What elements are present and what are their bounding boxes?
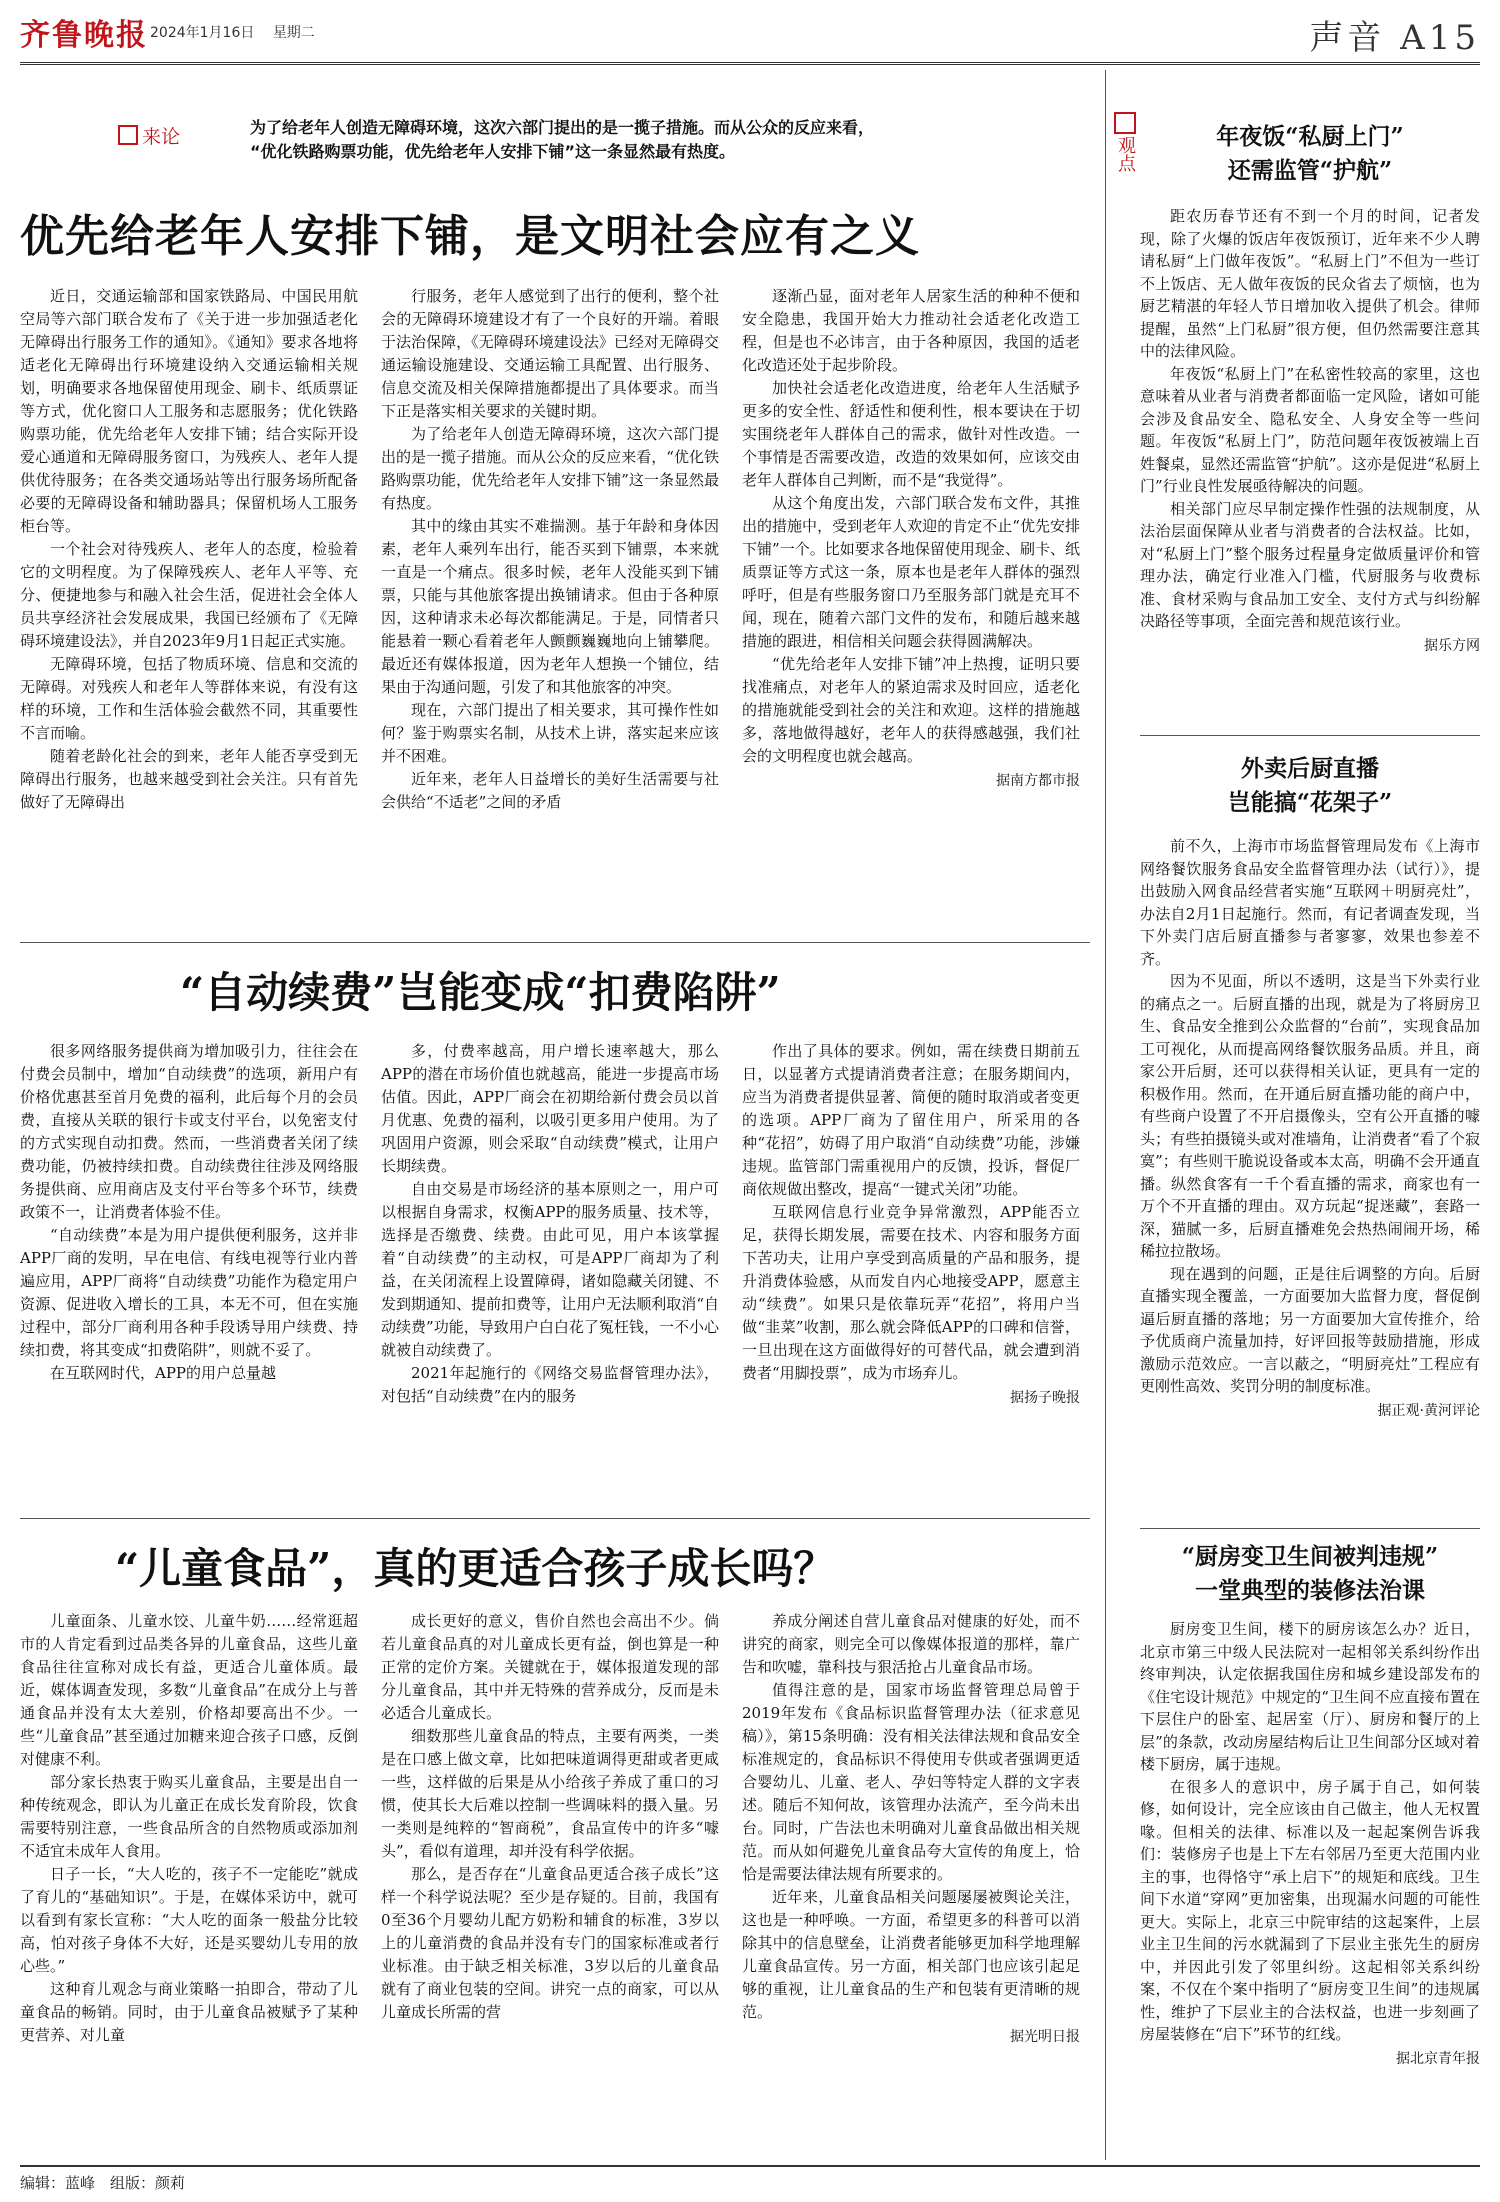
lead-article-title: 优先给老年人安排下铺，是文明社会应有之义 xyxy=(20,211,920,262)
sidebar-article-body xyxy=(1140,835,1480,1520)
paragraph: “优先给老年人安排下铺”冲上热搜，证明只要找准痛点，对老年人的紧迫需求及时回应，适老化的措施就能受到社会的关注和欢迎。这样的措施越多，落地做得越好，老年人的获得感越强，我们社会的文明程度也就会越高。 xyxy=(742,655,1080,765)
date: 2024年1月16日 xyxy=(150,25,255,41)
section-label xyxy=(1309,10,1480,59)
lead-intro xyxy=(250,116,1070,164)
article-column xyxy=(381,1610,719,2155)
sidebar-article-body xyxy=(1140,205,1480,725)
paragraph: 行服务，老年人感觉到了出行的便利，整个社会的无障碍环境建设才有了一个良好的开端。着眼于法治保障，《无障碍环境建设法》已经对无障碍交通运输设施建设、交通运输工具配置、出行服务、信息交流及相关保障措施都提出了具体要求。而当下正是落实相关要求的关键时期。 xyxy=(381,287,719,420)
article3-title: “儿童食品”，真的更适合孩子成长吗？ xyxy=(115,1544,836,1593)
article2-title: “自动续费”岂能变成“扣费陷阱” xyxy=(180,968,781,1017)
paragraph: 近日，交通运输部和国家铁路局、中国民用航空局等六部门联合发布了《关于进一步加强适老化无障碍出行服务工作的通知》。《通知》要求各地将适老化无障碍出行环境建设纳入交通运输相关规划，明确要求各地保留使用现金、刷卡、纸质票证等方式，优化窗口人工服务和志愿服务；优化铁路购票功能，优先给老年人安排下铺；结合实际开设爱心通道和无障碍服务窗口，为残疾人、老年人提供优待服务；在各类交通场站等出行服务场所配备必要的无障碍设备和辅助器具；保留机场人工服务柜台等。 xyxy=(20,287,358,535)
lead-intro-line: 为了给老年人创造无障碍环境，这次六部门提出的是一揽子措施。而从公众的反应来看， xyxy=(250,118,875,137)
paragraph: 厨房变卫生间，楼下的厨房该怎么办？近日，北京市第三中级人民法院对一起相邻关系纠纷作出终审判决，认定依据我国住房和城乡建设部发布的《住宅设计规范》中规定的“卫生间不应直接布置在下层住户的卧室、起居室（厅）、厨房和餐厅的上层”的条款，改动房屋结构后让卫生间部分区域对着楼下厨房，属于违规。 xyxy=(1140,1620,1480,1773)
header-rule xyxy=(20,62,1480,65)
paragraph: 互联网信息行业竞争异常激烈，APP能否立足，获得长期发展，需要在技术、内容和服务方面下苦功夫，让用户享受到高质量的产品和服务，提升消费体验感，从而发自内心地接受APP，愿意主动“续费”。如果只是依靠玩弄“花招”，将用户当做“韭菜”收割，那么就会降低APP的口碑和信誉，一旦出现在这方面做得好的可替代品，就会遭到消费者“用脚投票”，成为市场弃儿。 xyxy=(742,1203,1080,1382)
sidebar-divider xyxy=(1140,735,1480,736)
paragraph: 距农历春节还有不到一个月的时间，记者发现，除了火爆的饭店年夜饭预订，近年来不少人聘请私厨“上门做年夜饭”。“私厨上门”不但为一些订不上饭店、无人做年夜饭的民众省去了烦恼，也为厨艺精湛的年轻人节日增加收入提供了机会。律师提醒，虽然“上门私厨”很方便，但仍然需要注意其中的法律风险。 xyxy=(1140,207,1480,360)
paragraph: 其中的缘由其实不难揣测。基于年龄和身体因素，老年人乘列车出行，能否买到下铺票，本来就一直是一个痛点。很多时候，老年人没能买到下铺票，只能与其他旅客提出换铺请求。但由于各种原因，这种请求未必每次都能满足。于是，同情者只能悬着一颗心看着老年人颤颤巍巍地向上铺攀爬。最近还有媒体报道，因为老年人想换一个铺位，结果由于沟通问题，引发了和其他旅客的冲突。 xyxy=(381,517,719,696)
paragraph: 近年来，儿童食品相关问题屡屡被舆论关注，这也是一种呼唤。一方面，希望更多的科普可以消除其中的信息壁垒，让消费者能够更加科学地理解儿童食品宣传。另一方面，相关部门也应该引起足够的重视，让儿童食品的生产和包装有更清晰的规范。 xyxy=(742,1888,1080,2021)
paragraph: “自动续费”本是为用户提供便利服务，这并非APP厂商的发明，早在电信、有线电视等行业内普遍应用，APP厂商将“自动续费”功能作为稳定用户资源、促进收入增长的工具，本无不可，但在实施过程中，部分厂商利用各种手段诱导用户续费、持续扣费，将其变成“扣费陷阱”，则就不妥了。 xyxy=(20,1226,358,1359)
paragraph: 部分家长热衷于购买儿童食品，主要是出自一种传统观念，即认为儿童正在成长发育阶段，饮食需要特别注意，一些食品所含的自然物质或添加剂不适宜未成年人食用。 xyxy=(20,1773,358,1860)
article-column xyxy=(381,1040,719,1555)
sidebar-article-title xyxy=(1140,752,1480,820)
paragraph: 从这个角度出发，六部门联合发布文件，其推出的措施中，受到老年人欢迎的肯定不止“优先安排下铺”一个。比如要求各地保留使用现金、刷卡、纸质票证等方式这一条，原本也是老年人群体的强烈呼吁，但是有些服务窗口乃至服务部门就是充耳不闻，现在，随着六部门文件的发布，和随后越来越措施的跟进，相信相关问题会获得圆满解决。 xyxy=(742,494,1080,650)
issue-date xyxy=(150,22,315,42)
article-source: 据光明日报 xyxy=(1010,2029,1080,2045)
sidebar-tag xyxy=(1112,112,1138,178)
article-column xyxy=(742,1610,1080,2155)
paragraph: 成长更好的意义，售价自然也会高出不少。倘若儿童食品真的对儿童成长更有益，倒也算是一种正常的定价方案。关键就在于，媒体报道发现的部分儿童食品，其中并无特殊的营养成分，反而是未必适合儿童成长。 xyxy=(381,1612,719,1722)
title-line: 外卖后厨直播 xyxy=(1241,755,1379,782)
paragraph: 在互联网时代，APP的用户总量越 xyxy=(50,1364,277,1382)
paragraph: 值得注意的是，国家市场监督管理总局曾于2019年发布《食品标识监督管理办法（征求意见稿）》，第15条明确：没有相关法律法规和食品安全标准规定的，食品标识不得使用专供或者强调更适合婴幼儿、儿童、老人、孕妇等特定人群的文字表述。随后不知何故，该管理办法流产，至今尚未出台。同时，广告法也未明确对儿童食品做出相关规范。而从如何避免儿童食品夸大宣传的角度上，恰恰是需要法律法规有所要求的。 xyxy=(742,1681,1080,1883)
sidebar-article-title xyxy=(1140,1540,1480,1608)
article-column xyxy=(742,1040,1080,1555)
paragraph: 年夜饭“私厨上门”在私密性较高的家里，这也意味着从业者与消费者都面临一定风险，诸如可能会涉及食品安全、隐私安全、人身安全等一些问题。年夜饭“私厨上门”，防范问题年夜饭被端上百姓餐桌，显然还需监管“护航”。这亦是促进“私厨上门”行业良性发展亟待解决的问题。 xyxy=(1140,364,1480,495)
lead-intro-line: “优化铁路购票功能，优先给老年人安排下铺”这一条显然最有热度。 xyxy=(250,142,736,161)
paragraph: 因为不见面，所以不透明，这是当下外卖行业的痛点之一。后厨直播的出现，就是为了将厨房卫生、食品安全推到公众监督的“台前”，实现食品加工可视化，从而提高网络餐饮服务品质。并且，商家公开后厨，还可以获得相关认证，更具有一定的积极作用。然而，在开通后厨直播功能的商户中，有些商户设置了不开启摄像头，空有公开直播的噱头；有些拍摄镜头或对准墙角，让消费者“看了个寂寞”；有些则干脆说设备或本太高，明确不会开通直播。纵然食客有一千个看直播的需求，商家也有一万个不开直播的理由。双方玩起“捉迷藏”，套路一深，猫腻一多，后厨直播难免会热热闹闹开场，稀稀拉拉散场。 xyxy=(1140,972,1480,1260)
title-line: 年夜饭“私厨上门” xyxy=(1216,123,1404,150)
article-divider xyxy=(20,942,1090,943)
paragraph: 逐渐凸显，面对老年人居家生活的种种不便和安全隐患，我国开始大力推动社会适老化改造工程，但是也不必讳言，由于各种原因，我国的适老化改造还处于起步阶段。 xyxy=(742,287,1080,374)
editor-credits: 编辑：蓝峰 组版：颜莉 xyxy=(20,2174,186,2192)
paragraph: 作出了具体的要求。例如，需在续费日期前五日，以显著方式提请消费者注意；在服务期间内，应当为消费者提供显著、简便的随时取消或者变更的选项。APP厂商为了留住用户，所采用的各种“花招”，妨碍了用户取消“自动续费”功能，涉嫌违规。监管部门需重视用户的反馈，投诉，督促厂商依规做出整改，提高“一键式关闭”功能。 xyxy=(742,1042,1080,1198)
article2-body xyxy=(20,1040,1080,1555)
article-column xyxy=(742,285,1080,935)
paragraph: 儿童面条、儿童水饺、儿童牛奶……经常逛超市的人肯定看到过品类各异的儿童食品，这些儿童食品往往宣称对成长有益，更适合儿童体质。最近，媒体调查发现，多数“儿童食品”在成分上与普通食品并没有太大差别，价格却要高出不少。一些“儿童食品”甚至通过加糖来迎合孩子口感，反倒对健康不利。 xyxy=(20,1612,358,1768)
section-name: 声音 xyxy=(1309,18,1386,58)
article-column xyxy=(20,285,358,935)
paragraph: 加快社会适老化改造进度，给老年人生活赋予更多的安全性、舒适性和便利性，根本要诀在于切实围绕老年人群体自己的需求，做针对性改造。一个事情是否需要改造，改造的效果如何，应该交由老年人群体自己判断，而不是“我觉得”。 xyxy=(742,379,1080,489)
article-source: 据扬子晚报 xyxy=(1010,1390,1080,1406)
paragraph: 日子一长，“大人吃的，孩子不一定能吃”就成了育儿的“基础知识”。于是，在媒体采访中，就可以看到有家长宣称：“大人吃的面条一般盐分比较高，怕对孩子身体不大好，还是买婴幼儿专用的放心些。” xyxy=(20,1865,358,1975)
paragraph: 为了给老年人创造无障碍环境，这次六部门提出的是一揽子措施。而从公众的反应来看，“优化铁路购票功能，优先给老年人安排下铺”这一条显然最有热度。 xyxy=(381,425,719,512)
sidebar-article-body xyxy=(1140,1618,1480,2158)
paragraph: 现在遇到的问题，正是往后调整的方向。后厨直播实现全覆盖，一方面要加大监督力度，督促倒逼后厨直播的落地；另一方面要加大宣传推介，给予优质商户流量加持，好评回报等鼓励措施，形成激励示范效应。一言以蔽之，“明厨亮灶”工程应有更刚性高效、奖罚分明的制度标准。 xyxy=(1140,1264,1480,1395)
sidebar-article-title xyxy=(1140,120,1480,188)
masthead-logo: 齐鲁晚报 xyxy=(20,18,148,53)
column-tag xyxy=(118,122,180,149)
paragraph: 那么，是否存在“儿童食品更适合孩子成长”这样一个科学说法呢？至少是存疑的。目前，我国有0至36个月婴幼儿配方奶粉和辅食的标准，3岁以上的儿童消费的食品并没有专门的国家标准或者行业标准。由于缺乏相关标准，3岁以后的儿童食品就有了商业包装的空间。讲究一点的商家，可以从儿童成长所需的营 xyxy=(381,1865,719,2021)
page-header xyxy=(0,0,1500,62)
article-divider xyxy=(20,1518,1090,1519)
article-column xyxy=(381,285,719,935)
tag-box-icon xyxy=(118,125,138,145)
paragraph: 相关部门应尽早制定操作性强的法规制度，从法治层面保障从业者与消费者的合法权益。比如，对“私厨上门”整个服务过程量身定做质量评价和管理办法，确定行业准入门槛，代厨服务与收费标准、食材采购与食品加工安全、支付方式与纠纷解决路径等事项，全面完善和规范该行业。 xyxy=(1140,499,1480,630)
title-line: 还需监管“护航” xyxy=(1227,157,1393,184)
weekday: 星期二 xyxy=(272,25,315,41)
paragraph: 无障碍环境，包括了物质环境、信息和交流的无障碍。对残疾人和老年人等群体来说，有没有这样的环境，工作和生活体验会截然不同，其重要性不言而喻。 xyxy=(20,655,358,742)
paragraph: 多，付费率越高，用户增长速率越大，那么APP的潜在市场价值也就越高，能进一步提高市场估值。因此，APP厂商会在初期给新付费会员以首月优惠、免费的福利，以吸引更多用户使用。为了巩固用户资源，则会采取“自动续费”模式，让用户长期续费。 xyxy=(381,1042,719,1175)
lead-article-body xyxy=(20,285,1080,935)
article-column xyxy=(20,1610,358,2155)
paragraph: 这种育儿观念与商业策略一拍即合，带动了儿童食品的畅销。同时，由于儿童食品被赋予了某种更营养、对儿童 xyxy=(20,1980,358,2044)
paragraph: 现在，六部门提出了相关要求，其可操作性如何？鉴于购票实名制，从技术上讲，落实起来应该并不困难。 xyxy=(381,701,719,765)
article-source: 据北京青年报 xyxy=(1396,2050,1480,2067)
paragraph: 2021年起施行的《网络交易监督管理办法》，对包括“自动续费”在内的服务 xyxy=(381,1364,719,1405)
paragraph: 自由交易是市场经济的基本原则之一，用户可以根据自身需求，权衡APP的服务质量、技术等，选择是否缴费、续费。由此可见，用户本该掌握着“自动续费”的主动权，可是APP厂商却为了利益，在关闭流程上设置障碍，诸如隐藏关闭键、不发到期通知、提前扣费等，让用户无法顺利取消“自动续费”功能，导致用户白白花了冤枉钱，一不小心就被自动续费了。 xyxy=(381,1180,719,1359)
column-divider xyxy=(1105,70,1106,2160)
page-number: A15 xyxy=(1400,18,1480,58)
paragraph: 近年来，老年人日益增长的美好生活需要与社会供给“不适老”之间的矛盾 xyxy=(381,770,719,811)
title-line: “厨房变卫生间被判违规” xyxy=(1181,1543,1439,1570)
paragraph: 很多网络服务提供商为增加吸引力，往往会在付费会员制中，增加“自动续费”的选项，新用户有价格优惠甚至首月免费的福利，此后每个月的会员费，直接从关联的银行卡或支付平台，以免密支付的方式实现自动扣费。然而，一些消费者关闭了续费功能，仍被持续扣费。自动续费往往涉及网络服务提供商、应用商店及支付平台等多个环节，续费政策不一，让消费者体验不佳。 xyxy=(20,1042,358,1221)
article-source: 据正观·黄河评论 xyxy=(1377,1402,1480,1419)
paragraph: 随着老龄化社会的到来，老年人能否享受到无障碍出行服务，也越来越受到社会关注。只有首先做好了无障碍出 xyxy=(20,747,358,811)
paragraph: 养成分阐述自营儿童食品对健康的好处，而不讲究的商家，则完全可以像媒体报道的那样，靠广告和吹嘘，靠科技与狠活抢占儿童食品市场。 xyxy=(742,1612,1080,1676)
title-line: 一堂典型的装修法治课 xyxy=(1195,1577,1425,1604)
article-source: 据乐方网 xyxy=(1424,637,1480,654)
paragraph: 前不久，上海市市场监督管理局发布《上海市网络餐饮服务食品安全监督管理办法（试行）》，提出鼓励入网食品经营者实施“互联网＋明厨亮灶”，办法自2月1日起施行。然而，有记者调查发现，当下外卖门店后厨直播参与者寥寥，效果也参差不齐。 xyxy=(1140,837,1480,968)
footer-rule xyxy=(20,2165,1480,2167)
title-line: 岂能搞“花架子” xyxy=(1227,789,1393,816)
article-column xyxy=(20,1040,358,1555)
article3-body xyxy=(20,1610,1080,2155)
sidebar-tag-label: 观点 xyxy=(1115,136,1136,172)
sidebar-divider xyxy=(1140,1528,1480,1529)
column-tag-label: 来论 xyxy=(142,126,181,148)
paragraph: 在很多人的意识中，房子属于自己，如何装修，如何设计，完全应该由自己做主，他人无权置喙。但相关的法律、标准以及一起起案例告诉我们：装修房子也是上下左右邻居乃至更大范围内业主的事，也得恪守“承上启下”的规矩和底线。卫生间下水道“穿网”更加密集，出现漏水问题的可能性更大。实际上，北京三中院审结的这起案件，上层业主卫生间的污水就漏到了下层业主张先生的厨房中，并因此引发了邻里纠纷。这起相邻关系纠纷案，不仅在个案中指明了“厨房变卫生间”的违规属性，维护了下层业主的合法权益，也进一步刻画了房屋装修在“启下”环节的红线。 xyxy=(1140,1777,1480,2043)
paragraph: 一个社会对待残疾人、老年人的态度，检验着它的文明程度。为了保障残疾人、老年人平等、充分、便捷地参与和融入社会生活，促进社会全体人员共享经济社会发展成果，我国已经颁布了《无障碍环境建设法》，并自2023年9月1日起正式实施。 xyxy=(20,540,358,650)
paragraph: 细数那些儿童食品的特点，主要有两类，一类是在口感上做文章，比如把味道调得更甜或者更咸一些，这样做的后果是从小给孩子养成了重口的习惯，使其长大后难以控制一些调味料的摄入量。另一类则是纯粹的“智商税”，食品宣传中的许多“噱头”，看似有道理，却并没有科学依据。 xyxy=(381,1727,719,1860)
tag-box-icon xyxy=(1114,112,1136,134)
article-source: 据南方都市报 xyxy=(996,773,1080,789)
